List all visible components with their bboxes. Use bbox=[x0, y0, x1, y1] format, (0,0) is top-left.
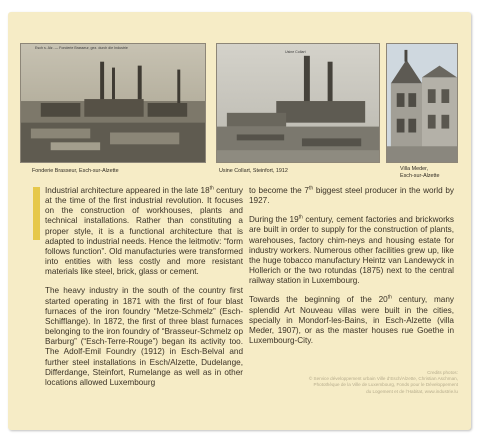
photo-fonderie-brasseur bbox=[20, 43, 206, 163]
credits-line: Credits photos: bbox=[427, 370, 458, 375]
accent-bar bbox=[33, 187, 40, 240]
steelworks-photo-icon bbox=[217, 44, 379, 162]
paragraph: The heavy industry in the south of the country first started operating in 1871 with the first of four blast furnaces of the iron foundry “Metze-Schmelz” (Esch-Schifflange). In 1872, the first of three blast furnaces belonging to the iron foundry of “Brasseur-Schmelz op Barburg” (“Esch-Terre-Rouge”) began its activity too. The Adolf-Emil Foundry (1912) in Esch-Belval and further steel installations in Esch/Alzette, Dudelange, Differdange, Steinfort, Rumelange as well as in other locations allowed Luxembourg bbox=[45, 286, 243, 387]
caption-villa-meder bbox=[400, 166, 440, 180]
paragraph: During the 19th century, cement factories and brickworks are built in order to supply for the construction of plants, warehouses, factory chim-neys and housing estate for industry workers. Numerous other facilities grew up, like the huge tobacco manufactury Heintz van Landewyck in Hollerich or the two rotundas (1875) next to the central railway station in Luxembourg. bbox=[249, 214, 454, 286]
caption-line: Villa Meder, bbox=[400, 166, 429, 172]
photo-title-label: Usine Collart bbox=[285, 50, 306, 54]
photo-usine-collart bbox=[216, 43, 380, 163]
photo-title-label: Esch s. Alz. — Fonderie Brasseur, gez. durch die Industrie bbox=[35, 46, 128, 50]
credits-line: du Logement et de l’Habitat, www.industrie.lu bbox=[366, 388, 458, 394]
credits-line: © Service développement urbain Ville d’Esch/Alzette, Christian Aschman, bbox=[308, 376, 458, 382]
paragraph: Industrial architecture appeared in the late 18th century at the time of the first industrial revolution. It focuses on the construction of workhouses, plants and technical installations. Rather than constituting a proper style, it is a functional architecture that is adapted to industrial needs. Hence the leitmotiv: “form follows function”. Old manufacturies were transformed into entities with less costly and more resistant materials like steel, brick, glass or cement. bbox=[45, 185, 244, 277]
caption-fonderie-brasseur: Fonderie Brasseur, Esch-sur-Alzette bbox=[32, 168, 119, 174]
paragraph: Towards the beginning of the 20th century, many splendid Art Nouveau villas were built in the cities, specially in Mondorf-les-Bains, in Esch-Alzette (villa Meder, 1907), or as the master houses rue Goethe in Luxembourg-City. bbox=[249, 294, 454, 346]
caption-line: Esch-sur-Alzette bbox=[400, 172, 440, 179]
brochure-page bbox=[8, 12, 471, 430]
photo-villa-meder bbox=[386, 43, 458, 163]
caption-usine-collart: Usine Collart, Steinfort, 1912 bbox=[219, 168, 288, 174]
villa-photo-icon bbox=[387, 44, 457, 162]
factory-photo-icon bbox=[21, 44, 205, 162]
paragraph: to become the 7th biggest steel producer in the world by 1927. bbox=[249, 185, 454, 206]
text-column-right bbox=[249, 186, 454, 355]
text-column-left bbox=[45, 186, 243, 397]
photo-credits bbox=[288, 370, 458, 395]
credits-line: Photothèque de la Ville de Luxembourg, Fonds pour le Développement bbox=[313, 382, 458, 388]
